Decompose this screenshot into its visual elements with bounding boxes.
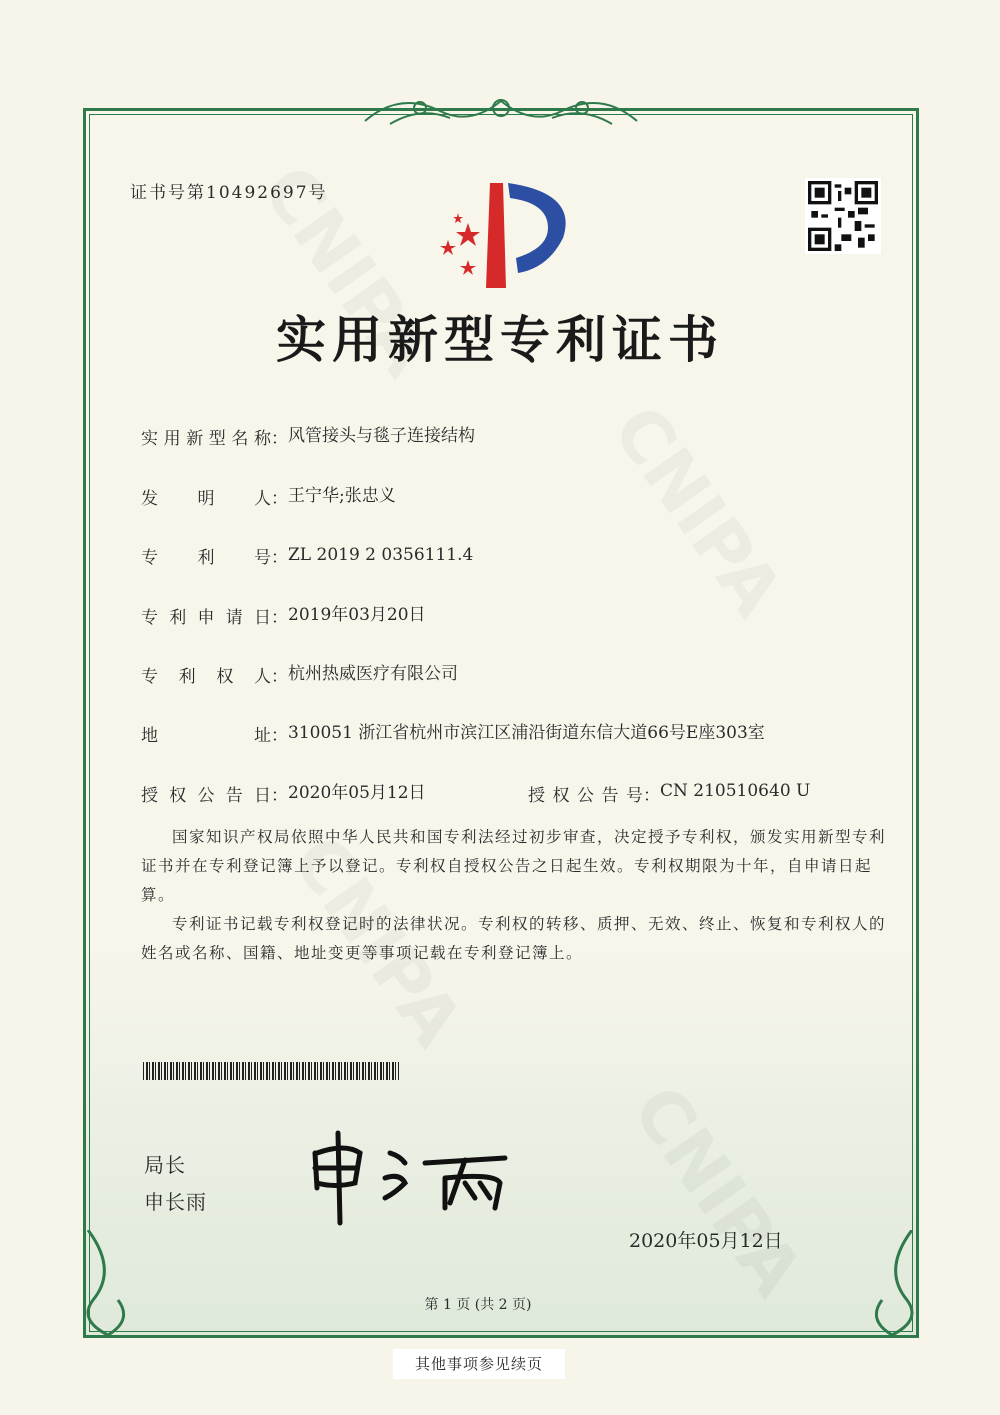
announcement-value: CN 210510640 U [660,781,811,801]
field-patent-number: 专 利 号 ： ZL 2019 2 0356111.4 [141,543,808,568]
field-grant-date: 授 权 公 告 日 ： 2020年05月12日 授 权 公 告 号 ： CN 210510640 U [141,781,811,806]
cnipa-logo [428,178,578,290]
field-filing-date: 专 利 申 请 日 ： 2019年03月20日 [141,603,808,628]
paragraph-grant: 国家知识产权局依照中华人民共和国专利法经过初步审查，决定授予专利权，颁发实用新型专利证书并在专利登记簿上予以登记。专利权自授权公告之日起生效。专利权期限为十年，自申请日起算。 [141,828,887,904]
field-value: 风管接头与毯子连接结构 [288,426,475,446]
page-info: 第 1 页 (共 2 页) [424,1297,532,1313]
qr-code [805,178,881,254]
certificate-number: 证书号第10492697号 [130,183,328,203]
field-label: 发 明 人 [141,489,271,509]
corner-ornament-right [852,1230,922,1340]
top-ornament [360,86,642,132]
field-name: 实 用 新 型 名 称 ： 风管接头与毯子连接结构 [141,424,808,449]
announcement-label: 授 权 公 告 号 [528,786,643,806]
field-value: 杭州热威医疗有限公司 [288,664,458,684]
barcode [143,1062,399,1080]
signatory-name: 申长雨 [144,1190,207,1214]
field-label: 实 用 新 型 名 称 [141,429,271,449]
corner-ornament-left [78,1230,148,1340]
field-address: 地 址 ： 310051 浙江省杭州市滨江区浦沿街道东信大道66号E座303室 [141,721,808,746]
field-value: 王宁华;张忠义 [288,486,396,506]
field-patentee: 专 利 权 人 ： 杭州热威医疗有限公司 [141,662,808,687]
field-value: 310051 浙江省杭州市滨江区浦沿街道东信大道66号E座303室 [288,723,765,743]
field-label: 授 权 公 告 日 [141,786,271,806]
field-inventor: 发 明 人 ： 王宁华;张忠义 [141,484,808,509]
field-label: 专 利 号 [141,548,271,568]
field-value: 2020年05月12日 [288,783,426,803]
issue-date: 2020年05月12日 [629,1230,783,1252]
signatory-title: 局长 [144,1153,186,1177]
field-value: 2019年03月20日 [288,605,426,625]
field-label: 专 利 申 请 日 [141,608,271,628]
field-label: 地 址 [141,726,271,746]
field-label: 专 利 权 人 [141,667,271,687]
footer-note: 其他事项参见续页 [393,1349,565,1379]
paragraph-legal: 专利证书记载专利权登记时的法律状况。专利权的转移、质押、无效、终止、恢复和专利权人的姓名或名称、国籍、地址变更等事项记载在专利登记簿上。 [141,915,887,962]
certificate-title: 实用新型专利证书 [276,310,724,369]
field-value: ZL 2019 2 0356111.4 [288,545,474,565]
signature [305,1128,515,1228]
